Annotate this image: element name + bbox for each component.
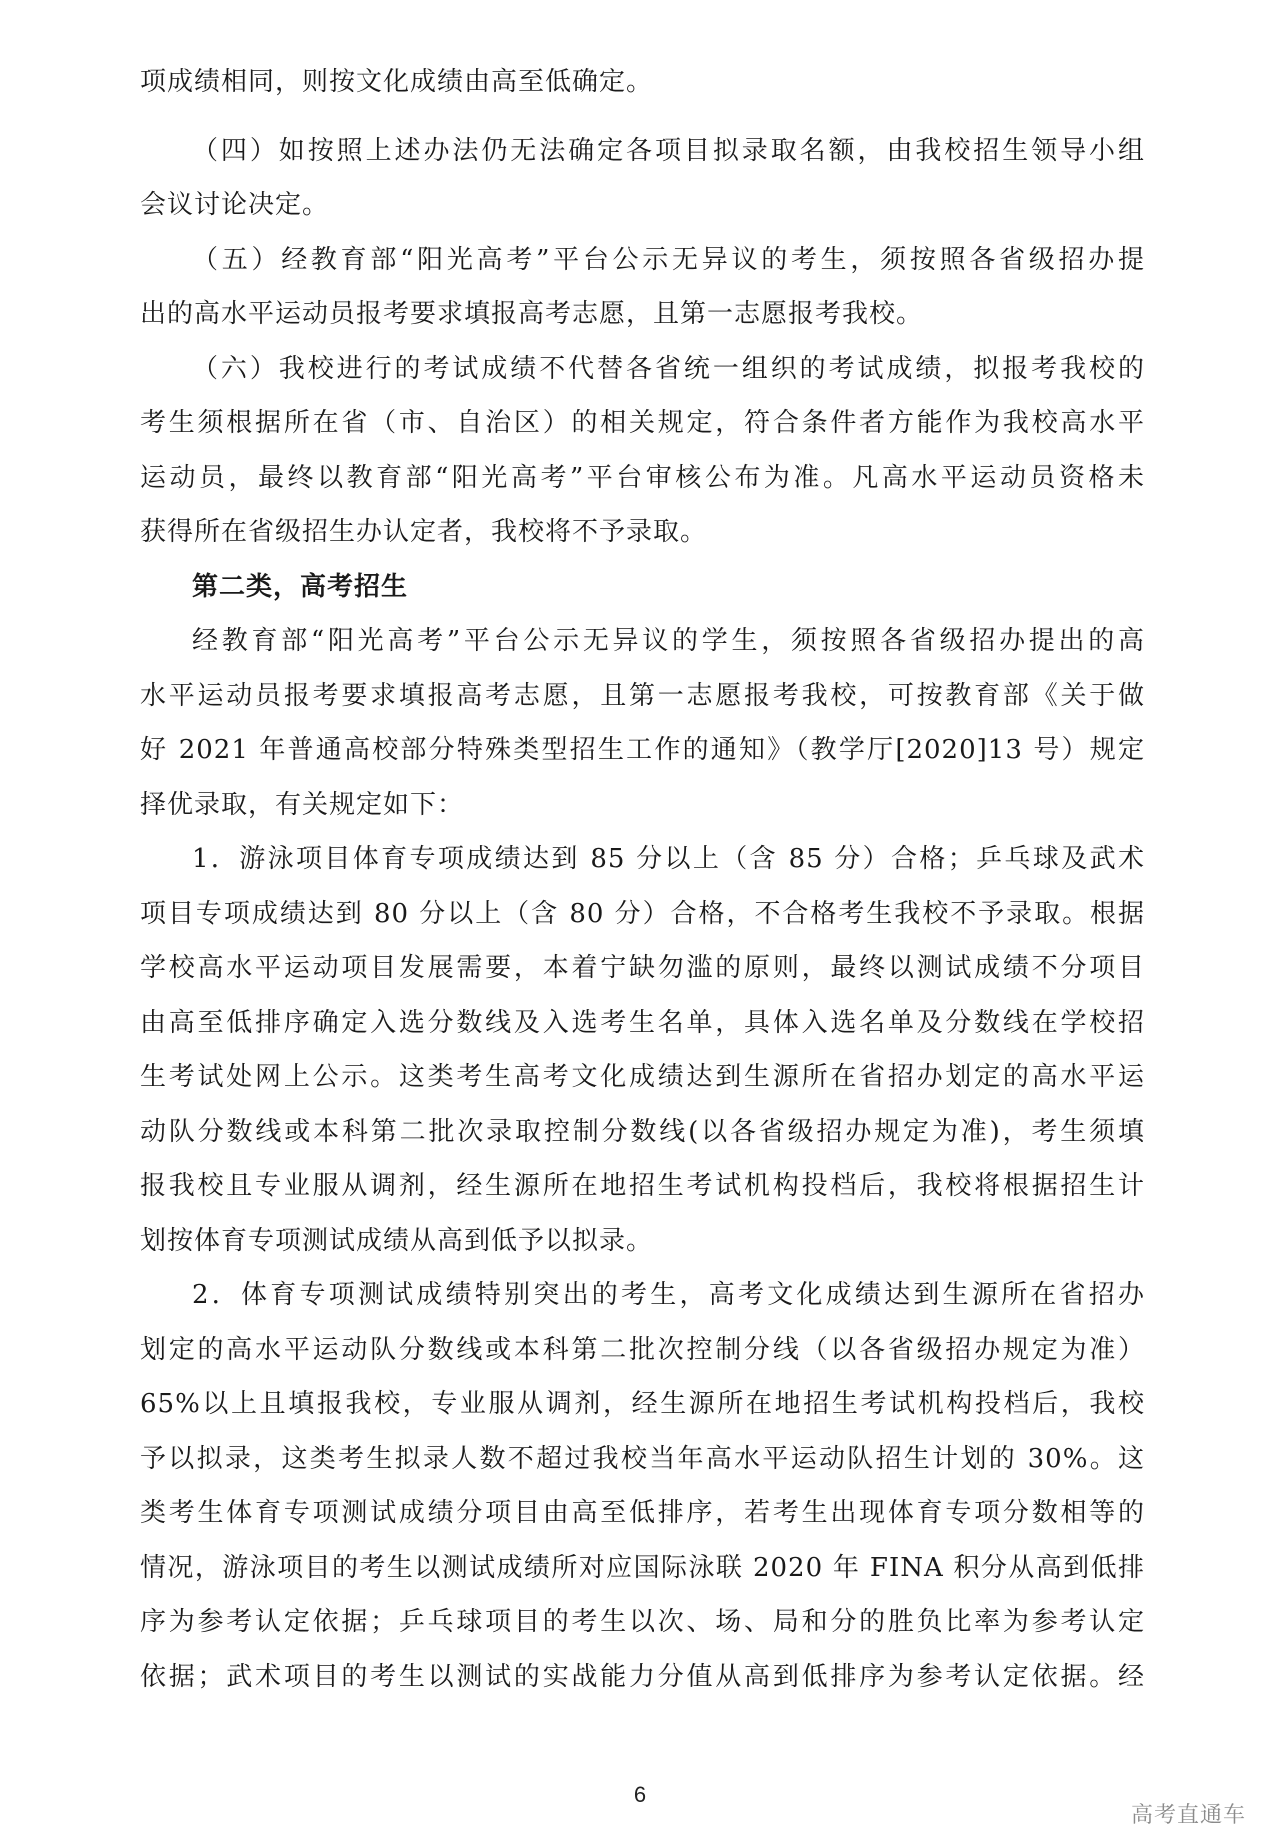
text-line: 考生须根据所在省（市、自治区）的相关规定，符合条件者方能作为我校高水平 <box>140 408 1145 438</box>
text-line: 2．体育专项测试成绩特别突出的考生，高考文化成绩达到生源所在省招办 <box>192 1280 1145 1310</box>
text-line: （六）我校进行的考试成绩不代替各省统一组织的考试成绩，拟报考我校的 <box>192 353 1145 384</box>
text-line: 情况，游泳项目的考生以测试成绩所对应国际泳联 2020 年 FINA 积分从高到低排 <box>140 1552 1145 1583</box>
text-line: 会议讨论决定。 <box>140 190 330 220</box>
text-line: 报我校且专业服从调剂，经生源所在地招生考试机构投档后，我校将根据招生计 <box>140 1171 1145 1201</box>
text-line: 经教育部“阳光高考”平台公示无异议的学生，须按照各省级招办提出的高 <box>192 626 1145 656</box>
text-line: 由高至低排序确定入选分数线及入选考生名单，具体入选名单及分数线在学校招 <box>140 1007 1145 1038</box>
text-line: 65%以上且填报我校，专业服从调剂，经生源所在地招生考试机构投档后，我校 <box>140 1389 1145 1419</box>
text-line: 水平运动员报考要求填报高考志愿，且第一志愿报考我校，可按教育部《关于做 <box>140 680 1145 711</box>
text-line: 划定的高水平运动队分数线或本科第二批次控制分线（以各省级招办规定为准） <box>140 1334 1145 1365</box>
text-line: 运动员，最终以教育部“阳光高考”平台审核公布为准。凡高水平运动员资格未 <box>140 462 1145 493</box>
text-line: 划按体育专项测试成绩从高到低予以拟录。 <box>140 1225 654 1256</box>
text-line: （五）经教育部“阳光高考”平台公示无异议的考生，须按照各省级招办提 <box>192 244 1145 275</box>
section-heading: 第二类，高考招生 <box>192 571 409 602</box>
text-line: 动队分数线或本科第二批次录取控制分数线(以各省级招办规定为准)，考生须填 <box>140 1116 1145 1147</box>
text-line: 依据；武术项目的考生以测试的实战能力分值从高到低排序为参考认定依据。经 <box>140 1661 1145 1692</box>
text-line: 好 2021 年普通高校部分特殊类型招生工作的通知》（教学厅[2020]13 号）规定 <box>140 735 1145 765</box>
text-line: 类考生体育专项测试成绩分项目由高至低排序，若考生出现体育专项分数相等的 <box>140 1498 1145 1528</box>
text-line: 学校高水平运动项目发展需要，本着宁缺勿滥的原则，最终以测试成绩不分项目 <box>140 953 1145 983</box>
text-line: （四）如按照上述办法仍无法确定各项目拟录取名额，由我校招生领导小组 <box>192 135 1145 166</box>
text-line: 获得所在省级招生办认定者，我校将不予录取。 <box>140 517 708 547</box>
text-line: 1．游泳项目体育专项成绩达到 85 分以上（含 85 分）合格；乒乓球及武术 <box>192 844 1145 874</box>
watermark-text: 高考直通车 <box>1130 1803 1246 1828</box>
text-line: 生考试处网上公示。这类考生高考文化成绩达到生源所在省招办划定的高水平运 <box>140 1062 1145 1092</box>
text-line: 出的高水平运动员报考要求填报高考志愿，且第一志愿报考我校。 <box>140 299 924 329</box>
page-number: 6 <box>633 1782 647 1807</box>
text-line: 予以拟录，这类考生拟录人数不超过我校当年高水平运动队招生计划的 30%。这 <box>140 1443 1145 1474</box>
body-text <box>140 55 1145 1704</box>
text-line: 择优录取，有关规定如下： <box>140 789 465 820</box>
text-line: 项成绩相同，则按文化成绩由高至低确定。 <box>140 67 654 97</box>
text-line: 项目专项成绩达到 80 分以上（含 80 分）合格，不合格考生我校不予录取。根据 <box>140 898 1145 929</box>
text-line: 序为参考认定依据；乒乓球项目的考生以次、场、局和分的胜负比率为参考认定 <box>140 1607 1145 1637</box>
